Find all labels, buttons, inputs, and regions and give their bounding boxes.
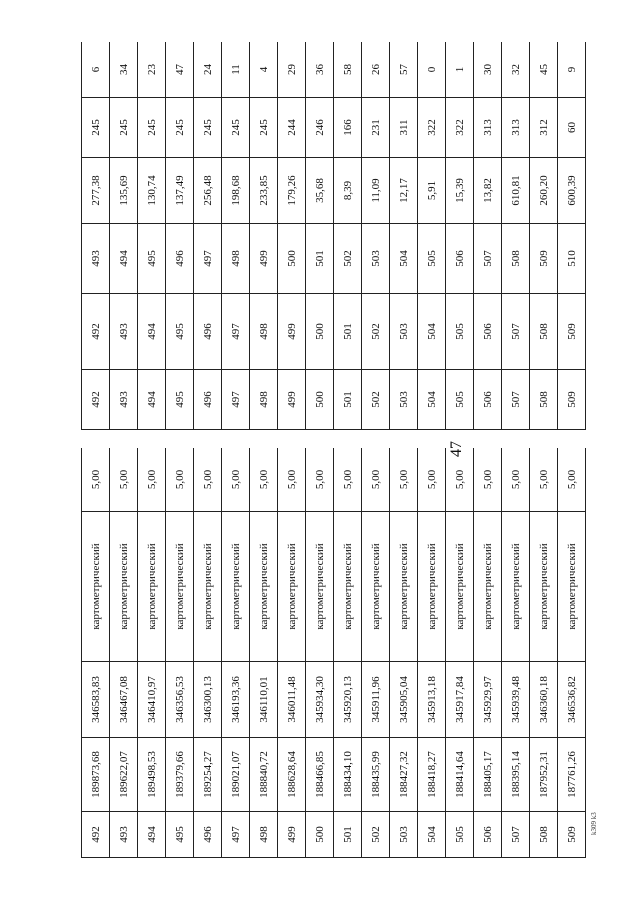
table-cell: 506 (474, 370, 502, 430)
table-cell: 495 (166, 812, 194, 858)
table-cell: 507 (474, 224, 502, 294)
table-cell: 5,00 (418, 448, 446, 512)
table-cell: 1 (446, 42, 474, 98)
table-row (446, 448, 474, 858)
table-cell: 188427,32 (390, 738, 418, 812)
table-cell: 5,00 (474, 448, 502, 512)
table-cell: 15,39 (446, 158, 474, 224)
table-row (558, 42, 586, 430)
table-cell: 0 (418, 42, 446, 98)
table-row (334, 448, 362, 858)
table-cell: картометрический (250, 512, 278, 662)
table-cell: 47 (166, 42, 194, 98)
coordinates-table-body (82, 448, 586, 858)
table-cell: 30 (474, 42, 502, 98)
table-cell: 322 (446, 98, 474, 158)
table-cell: 189021,07 (222, 738, 250, 812)
table-cell: картометрический (82, 512, 110, 662)
table-cell: 231 (362, 98, 390, 158)
table-cell: 245 (138, 98, 166, 158)
table-cell: 245 (166, 98, 194, 158)
table-row (222, 42, 250, 430)
table-cell: 500 (306, 812, 334, 858)
table-row (82, 448, 110, 858)
table-cell: 12,17 (390, 158, 418, 224)
table-cell: 5,00 (222, 448, 250, 512)
table-cell: 495 (166, 370, 194, 430)
table-cell: 499 (250, 224, 278, 294)
table-cell: картометрический (278, 512, 306, 662)
table-cell: 494 (110, 224, 138, 294)
table-cell: 32 (502, 42, 530, 98)
table-cell: 5,00 (390, 448, 418, 512)
table-cell: картометрический (418, 512, 446, 662)
segments-table (81, 42, 586, 430)
table-cell: картометрический (474, 512, 502, 662)
table-cell: 8,39 (334, 158, 362, 224)
table-cell: 311 (390, 98, 418, 158)
table-cell: 504 (418, 370, 446, 430)
table-cell: картометрический (334, 512, 362, 662)
table-cell: 245 (110, 98, 138, 158)
table-cell: 5,00 (446, 448, 474, 512)
table-cell: картометрический (306, 512, 334, 662)
table-cell: 499 (278, 370, 306, 430)
table-cell: 345934,30 (306, 662, 334, 738)
table-cell: 497 (222, 294, 250, 370)
table-row (250, 42, 278, 430)
table-cell: 506 (474, 812, 502, 858)
table-cell: 346011,48 (278, 662, 306, 738)
table-cell: 11,09 (362, 158, 390, 224)
table-row (194, 448, 222, 858)
table-row (222, 448, 250, 858)
table-row (82, 42, 110, 430)
table-cell: 500 (306, 294, 334, 370)
table-cell: 508 (530, 812, 558, 858)
table-cell: 5,00 (558, 448, 586, 512)
table-cell: 233,85 (250, 158, 278, 224)
table-cell: 496 (166, 224, 194, 294)
table-cell: 345920,13 (334, 662, 362, 738)
table-cell: картометрический (166, 512, 194, 662)
table-cell: 35,68 (306, 158, 334, 224)
table-cell: 57 (390, 42, 418, 98)
table-cell: 493 (82, 224, 110, 294)
table-cell: 494 (138, 812, 166, 858)
table-cell: 503 (362, 224, 390, 294)
table-cell: 493 (110, 812, 138, 858)
table-cell: 493 (110, 294, 138, 370)
table-cell: 5,00 (278, 448, 306, 512)
table-row (502, 42, 530, 430)
table-cell: 137,49 (166, 158, 194, 224)
table-cell: 492 (82, 294, 110, 370)
table-cell: 45 (530, 42, 558, 98)
table-row (334, 42, 362, 430)
table-cell: 179,26 (278, 158, 306, 224)
table-cell: 503 (390, 812, 418, 858)
table-cell: 4 (250, 42, 278, 98)
table-cell: 346360,18 (530, 662, 558, 738)
table-cell: 500 (278, 224, 306, 294)
table-row (418, 448, 446, 858)
table-cell: 497 (222, 812, 250, 858)
bottom-table-container (81, 448, 601, 858)
table-cell: 504 (418, 812, 446, 858)
table-cell: 501 (334, 294, 362, 370)
table-cell: 503 (390, 294, 418, 370)
coordinates-table (81, 448, 586, 858)
table-cell: 5,00 (362, 448, 390, 512)
table-cell: 501 (334, 812, 362, 858)
table-row (110, 448, 138, 858)
table-cell: картометрический (390, 512, 418, 662)
table-cell: 345939,48 (502, 662, 530, 738)
table-cell: 189873,68 (82, 738, 110, 812)
table-cell: картометрический (558, 512, 586, 662)
segments-table-body (82, 42, 586, 430)
table-cell: 188414,64 (446, 738, 474, 812)
table-cell: 498 (250, 370, 278, 430)
table-cell: 188466,85 (306, 738, 334, 812)
table-cell: 188395,14 (502, 738, 530, 812)
table-row (474, 448, 502, 858)
table-cell: 502 (334, 224, 362, 294)
table-cell: 5,91 (418, 158, 446, 224)
table-row (166, 42, 194, 430)
table-cell: 34 (110, 42, 138, 98)
table-cell: 346467,08 (110, 662, 138, 738)
table-cell: 499 (278, 812, 306, 858)
table-row (446, 42, 474, 430)
table-cell: 502 (362, 370, 390, 430)
table-cell: 58 (334, 42, 362, 98)
table-row (474, 42, 502, 430)
table-cell: 505 (446, 294, 474, 370)
table-cell: 5,00 (82, 448, 110, 512)
table-cell: 6 (82, 42, 110, 98)
table-cell: 245 (194, 98, 222, 158)
table-cell: 505 (418, 224, 446, 294)
table-cell: картометрический (138, 512, 166, 662)
table-row (194, 42, 222, 430)
table-cell: 277,38 (82, 158, 110, 224)
table-row (418, 42, 446, 430)
table-cell: 130,74 (138, 158, 166, 224)
table-cell: 509 (558, 370, 586, 430)
table-cell: 189379,66 (166, 738, 194, 812)
table-cell: 346536,82 (558, 662, 586, 738)
table-row (530, 448, 558, 858)
table-cell: 345911,96 (362, 662, 390, 738)
table-cell: 60 (558, 98, 586, 158)
table-cell: 494 (138, 294, 166, 370)
table-cell: 496 (194, 294, 222, 370)
table-cell: 313 (474, 98, 502, 158)
table-cell: картометрический (502, 512, 530, 662)
table-cell: 346356,53 (166, 662, 194, 738)
table-row (530, 42, 558, 430)
table-cell: 5,00 (110, 448, 138, 512)
table-row (362, 42, 390, 430)
table-row (166, 448, 194, 858)
table-cell: 23 (138, 42, 166, 98)
table-cell: 256,48 (194, 158, 222, 224)
table-row (110, 42, 138, 430)
table-cell: 507 (502, 370, 530, 430)
table-cell: 507 (502, 294, 530, 370)
table-cell: 24 (194, 42, 222, 98)
table-cell: 494 (138, 370, 166, 430)
table-cell: картометрический (530, 512, 558, 662)
table-cell: 499 (278, 294, 306, 370)
table-cell: 506 (446, 224, 474, 294)
table-cell: 507 (502, 812, 530, 858)
table-row (250, 448, 278, 858)
table-cell: 508 (530, 294, 558, 370)
table-cell: 600,39 (558, 158, 586, 224)
table-cell: 36 (306, 42, 334, 98)
table-cell: 5,00 (138, 448, 166, 512)
table-row (362, 448, 390, 858)
table-cell: 492 (82, 370, 110, 430)
table-cell: 509 (530, 224, 558, 294)
table-cell: 244 (278, 98, 306, 158)
table-cell: 5,00 (502, 448, 530, 512)
table-cell: 135,69 (110, 158, 138, 224)
table-cell: 188418,27 (418, 738, 446, 812)
table-row (278, 42, 306, 430)
table-cell: 188840,72 (250, 738, 278, 812)
table-cell: 5,00 (530, 448, 558, 512)
table-cell: 245 (82, 98, 110, 158)
table-cell: 497 (222, 370, 250, 430)
table-cell: 496 (194, 370, 222, 430)
table-cell: 610,81 (502, 158, 530, 224)
table-cell: 198,68 (222, 158, 250, 224)
table-cell: 501 (306, 224, 334, 294)
table-cell: 508 (502, 224, 530, 294)
table-row (390, 42, 418, 430)
table-cell: 502 (362, 294, 390, 370)
table-cell: 510 (558, 224, 586, 294)
table-cell: 189498,53 (138, 738, 166, 812)
table-cell: 508 (530, 370, 558, 430)
table-row (138, 448, 166, 858)
page-number: 47 (448, 441, 465, 457)
table-cell: 189254,27 (194, 738, 222, 812)
table-cell: 5,00 (306, 448, 334, 512)
table-cell: 29 (278, 42, 306, 98)
table-cell: 497 (194, 224, 222, 294)
table-cell: 5,00 (166, 448, 194, 512)
table-cell: 498 (250, 294, 278, 370)
table-cell: 11 (222, 42, 250, 98)
table-cell: 502 (362, 812, 390, 858)
table-cell: 313 (502, 98, 530, 158)
table-cell: 346110,01 (250, 662, 278, 738)
table-cell: 312 (530, 98, 558, 158)
table-cell: 188435,99 (362, 738, 390, 812)
table-cell: 500 (306, 370, 334, 430)
table-cell: 495 (138, 224, 166, 294)
table-cell: 493 (110, 370, 138, 430)
table-cell: 26 (362, 42, 390, 98)
table-cell: 189622,07 (110, 738, 138, 812)
table-cell: картометрический (110, 512, 138, 662)
table-cell: 345905,04 (390, 662, 418, 738)
table-cell: 506 (474, 294, 502, 370)
table-cell: 492 (82, 812, 110, 858)
table-cell: 509 (558, 294, 586, 370)
table-row (502, 448, 530, 858)
table-row (306, 42, 334, 430)
table-cell: 501 (334, 370, 362, 430)
table-cell: 245 (250, 98, 278, 158)
table-cell: 245 (222, 98, 250, 158)
table-cell: 187761,26 (558, 738, 586, 812)
table-row (306, 448, 334, 858)
table-cell: 346193,36 (222, 662, 250, 738)
table-cell: 346583,83 (82, 662, 110, 738)
table-row (558, 448, 586, 858)
table-cell: 504 (390, 224, 418, 294)
table-cell: 346300,13 (194, 662, 222, 738)
table-cell: 5,00 (194, 448, 222, 512)
table-cell: 188405,17 (474, 738, 502, 812)
table-cell: 509 (558, 812, 586, 858)
table-cell: 9 (558, 42, 586, 98)
table-cell: 166 (334, 98, 362, 158)
table-cell: 187952,31 (530, 738, 558, 812)
table-cell: картометрический (222, 512, 250, 662)
table-cell: 505 (446, 370, 474, 430)
table-cell: 495 (166, 294, 194, 370)
table-cell: 498 (222, 224, 250, 294)
table-cell: 345929,97 (474, 662, 502, 738)
table-cell: 505 (446, 812, 474, 858)
table-cell: картометрический (362, 512, 390, 662)
table-cell: 13,82 (474, 158, 502, 224)
table-cell: 346410,97 (138, 662, 166, 738)
table-cell: 260,20 (530, 158, 558, 224)
table-cell: 504 (418, 294, 446, 370)
table-row (138, 42, 166, 430)
table-row (278, 448, 306, 858)
table-cell: 246 (306, 98, 334, 158)
table-cell: 188628,64 (278, 738, 306, 812)
table-cell: картометрический (446, 512, 474, 662)
table-cell: 5,00 (334, 448, 362, 512)
table-row (390, 448, 418, 858)
footer-code: k309 k3 (590, 812, 598, 835)
table-cell: 503 (390, 370, 418, 430)
table-cell: 345913,18 (418, 662, 446, 738)
table-cell: 496 (194, 812, 222, 858)
table-cell: 345917,84 (446, 662, 474, 738)
top-table-container (81, 42, 601, 430)
table-cell: 322 (418, 98, 446, 158)
table-cell: 498 (250, 812, 278, 858)
table-cell: 188434,10 (334, 738, 362, 812)
table-cell: картометрический (194, 512, 222, 662)
table-cell: 5,00 (250, 448, 278, 512)
